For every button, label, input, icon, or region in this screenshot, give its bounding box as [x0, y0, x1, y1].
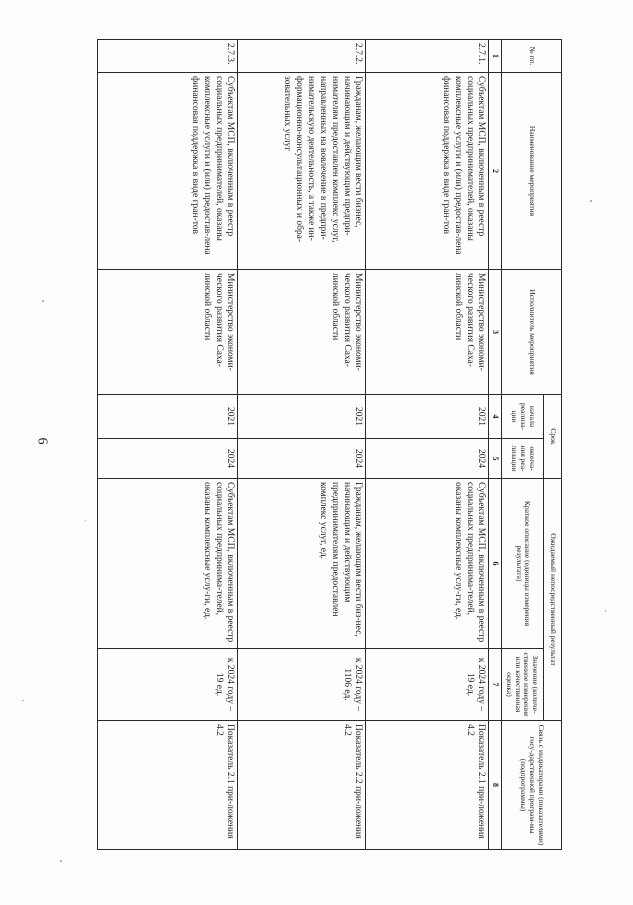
header-result: Ожидаемый непосредственный результат — [544, 479, 562, 721]
row-executor: Министерство экономи-ческого развития Саха-линской области — [238, 270, 366, 395]
column-number: 6 — [489, 479, 502, 649]
row-start: 2021 — [98, 395, 239, 439]
table-row — [238, 40, 366, 850]
row-desc: Субъектам МСП, включенным в реестр социальных предпринима-телей, оказаны комплексные услу-ги, ед. — [98, 479, 239, 649]
column-number: 1 — [489, 40, 502, 73]
row-start: 2021 — [366, 395, 489, 439]
column-number: 4 — [489, 395, 502, 439]
rotated-table-page — [97, 39, 562, 849]
row-executor: Министерство экономи-ческого развития Саха-линской области — [98, 270, 239, 395]
header-end: оконча-ния реа-лизации — [502, 439, 544, 479]
header-num: № пп. — [502, 40, 562, 73]
column-number: 8 — [489, 721, 502, 850]
row-link: Показатель 2.2 при-ложения 4.2 — [238, 721, 366, 850]
row-value: к 2024 году – 19 ед. — [98, 649, 239, 721]
header-start: начала реализа-ции — [502, 395, 544, 439]
column-number: 5 — [489, 439, 502, 479]
header-value: Значение (количе-ственное измерение или качественная оценка) — [502, 649, 544, 721]
scan-speck — [85, 520, 86, 521]
page-number: 6 — [34, 437, 50, 445]
scan-speck — [22, 700, 24, 701]
header-link: Связь с индикаторами (показателями) госу-дарственной програм-мы (подпрограммы) — [502, 721, 562, 850]
row-link: Показатель 2.1 при-ложения 4.2 — [366, 721, 489, 850]
row-end: 2024 — [366, 439, 489, 479]
row-num: 2.7.3. — [98, 40, 239, 73]
row-end: 2024 — [98, 439, 239, 479]
row-desc: Гражданам, желающим вести биз-нес, начинающим и действующим предпринимателям предоставлен комплекс услуг, ед. — [238, 479, 366, 649]
header-executor: Исполнитель мероприятия — [502, 270, 562, 395]
row-name: Субъектам МСП, включенным в реестр социальных предпринимателей, оказаны комплексные услуги и (или) предостав-лена финансовая поддержка в виде гран-тов — [366, 73, 489, 270]
row-value: к 2024 году – 1106 ед. — [238, 649, 366, 721]
header-row-1 — [544, 40, 562, 850]
row-num: 2.7.1. — [366, 40, 489, 73]
header-name: Наименование мероприятия — [502, 73, 562, 270]
header-term: Срок — [544, 395, 562, 479]
header-desc: Краткое описание (единицы измерения результата) — [502, 479, 544, 649]
scan-speck — [605, 610, 606, 612]
row-link: Показатель 2.1 при-ложения 4.2 — [98, 721, 239, 850]
table-row — [98, 40, 239, 850]
scan-speck — [42, 300, 44, 302]
row-desc: Субъектам МСП, включенным в реестр социальных предпринима-телей, оказаны комплексные услу-ги, ед. — [366, 479, 489, 649]
measures-table — [97, 39, 562, 850]
scan-speck — [590, 200, 592, 202]
row-name: Гражданам, желающим вести бизнес, начинающим и действующим предпри-нимателям предоставлен комплекс услуг, направленных на вовлечение в предпри-нимательскую деятельность, а также ин-формационно-консультационных и обра-зовательных услуг — [238, 73, 366, 270]
row-name: Субъектам МСП, включенным в реестр социальных предпринимателей, оказаны комплексные услуги и (или) предостав-лена финансовая поддержка в виде гран-тов — [98, 73, 239, 270]
column-number: 3 — [489, 270, 502, 395]
table-row — [366, 40, 489, 850]
column-numbers-row — [489, 40, 502, 850]
row-start: 2021 — [238, 395, 366, 439]
column-number: 2 — [489, 73, 502, 270]
scan-speck — [60, 860, 62, 862]
row-num: 2.7.2. — [238, 40, 366, 73]
row-value: к 2024 году – 19 ед. — [366, 649, 489, 721]
row-executor: Министерство экономи-ческого развития Саха-линской области — [366, 270, 489, 395]
row-end: 2024 — [238, 439, 366, 479]
column-number: 7 — [489, 649, 502, 721]
